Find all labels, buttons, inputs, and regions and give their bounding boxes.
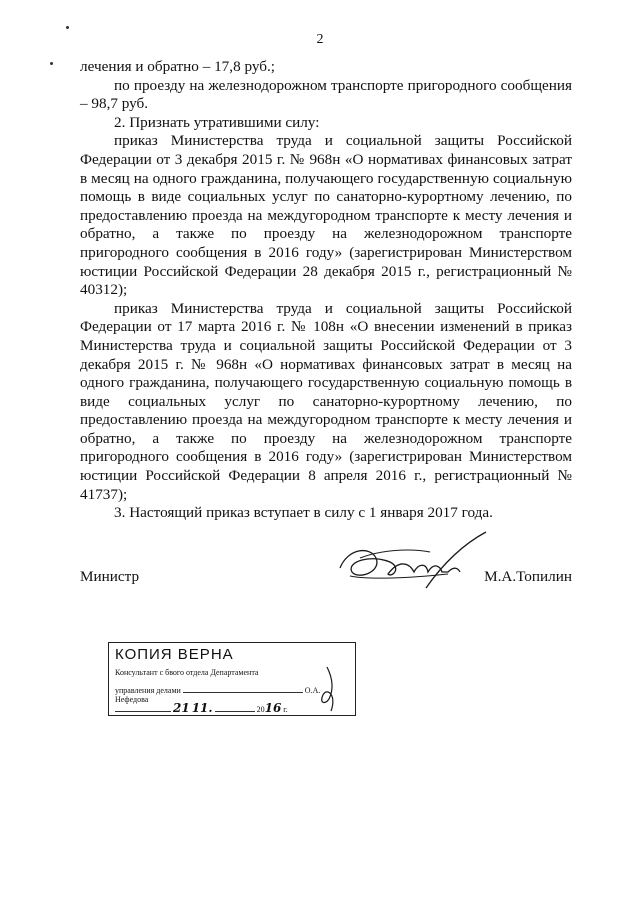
paragraph-rail-norm: по проезду на железнодорожном транспорте пригородного сообщения – 98,7 руб. [80,76,572,113]
stamp-date-suffix: г. [283,705,288,714]
stamp-position: Консультант с бвого отдела Департамента [115,668,259,677]
paragraph-item-3: 3. Настоящий приказ вступает в силу с 1 января 2017 года. [114,504,493,522]
signer-role: Министр [80,568,140,585]
scan-speck [50,62,53,65]
stamp-date-month: 11. [191,701,213,715]
paragraph-order-108n: приказ Министерства труда и социальной защиты Российской Федерации от 17 марта 2016 г. № 108н «О внесении изменений в приказ Министерства труда и социальной защиты Российской Федерации от 3 декабря 2015 г. № 968н «О нормативах финансовых затрат в месяц на одного гражданина, получающего государственную социальную помощь в виде социальных услуг по санаторно-курортному лечению, по предоставлению проезда на междугородном транспорте к месту лечения и обратно, а также по проезду на железнодорожном транспорте пригородного сообщения в 2016 году» (зарегистрирован Министерством юстиции Российской Федерации 8 апреля 2016 г., регистрационный № 41737); [80,299,572,503]
signer-name: М.А.Топилин [484,568,572,585]
handwritten-signature [330,528,490,598]
document-body [80,58,572,523]
stamp-officer-name: О.А. Нефедова [115,686,321,704]
paragraph-item-2: 2. Признать утратившими силу: [114,113,320,131]
stamp-year-prefix: 20 [256,705,265,714]
scan-speck [66,26,69,29]
stamp-date-year: 16 [264,701,282,715]
stamp-signature [309,665,345,713]
stamp-dept-label: управления делами [115,686,181,695]
page-number: 2 [316,32,324,47]
certified-copy-stamp [108,642,356,716]
stamp-title: КОПИЯ ВЕРНА [115,646,234,663]
paragraph-continuation: лечения и обратно – 17,8 руб.; [80,58,275,75]
stamp-date-day: 21 [173,701,190,715]
paragraph-order-968n: приказ Министерства труда и социальной защиты Российской Федерации от 3 декабря 2015 г. № 968н «О нормативах финансовых затрат в месяц на одного гражданина, получающего государственную социальную помощь в виде социальных услуг по санаторно-курортному лечению, по предоставлению проезда на междугородном транспорте к месту лечения и обратно, а также по проезду на железнодорожном транспорте пригородного сообщения в 2016 году» (зарегистрирован Министерством юстиции Российской Федерации 28 декабря 2015 г., регистрационный № 40312); [80,132,572,299]
